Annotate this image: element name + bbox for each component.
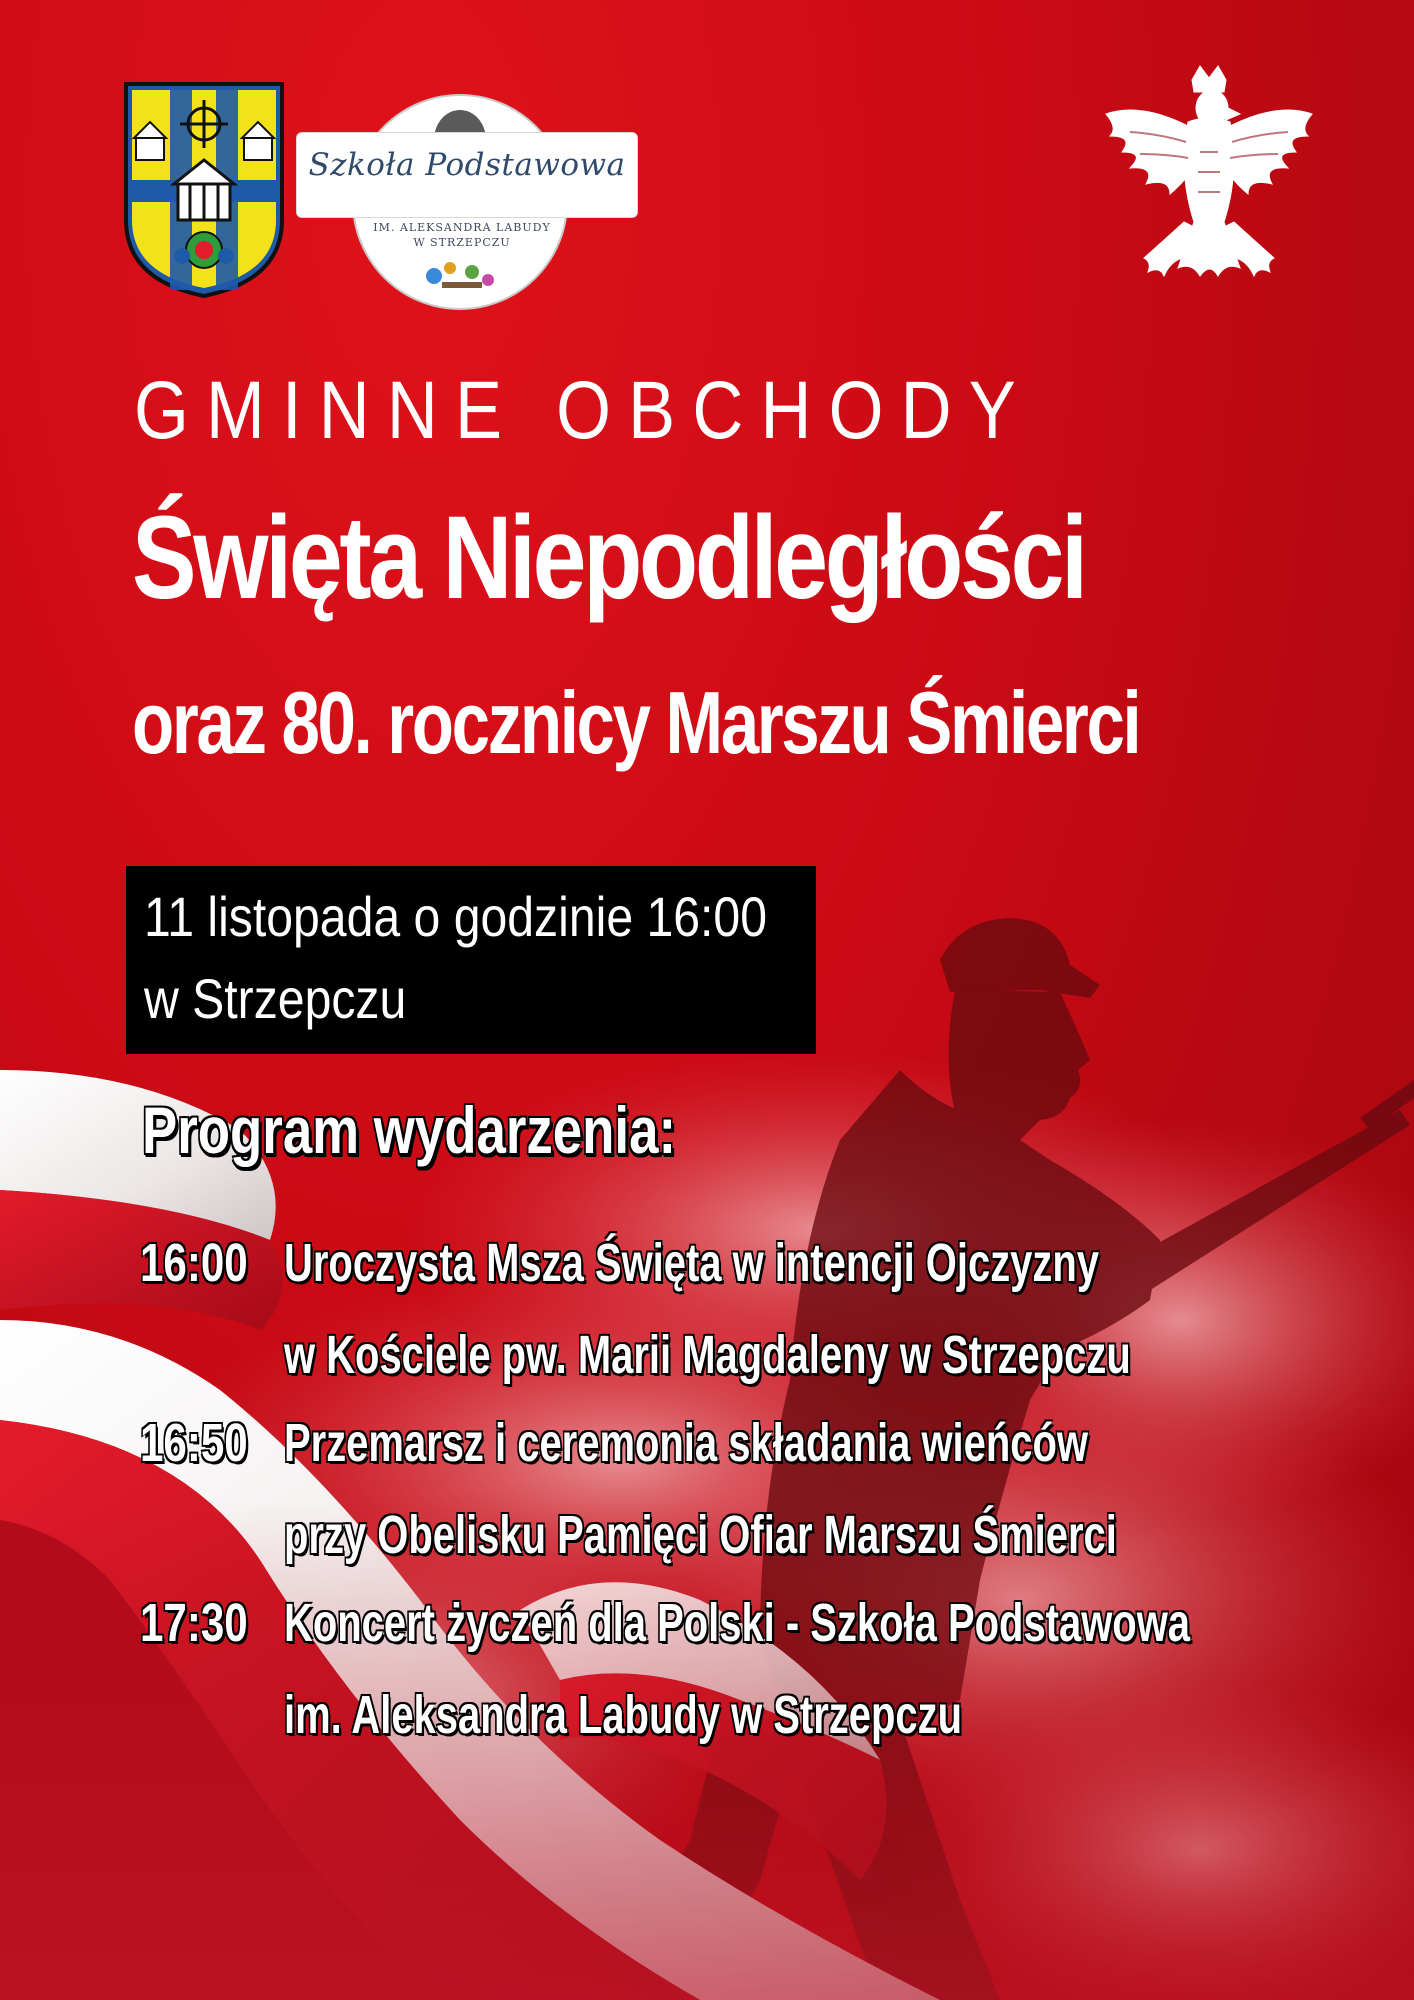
program-item-line2: przy Obelisku Pamięci Ofiar Marszu Śmierci: [284, 1505, 1117, 1565]
program-item-time: 16:00: [140, 1233, 248, 1293]
event-location: w Strzepczu: [144, 967, 407, 1030]
program-item-line1: Przemarsz i ceremonia składania wieńców: [284, 1413, 1089, 1473]
program-item-line2: im. Aleksandra Labudy w Strzepczu: [284, 1685, 963, 1745]
program-item-time: 17:30: [140, 1593, 248, 1653]
event-title: Święta Niepodległości: [132, 492, 1085, 624]
school-logo-subtitle-line2: W STRZEPCZU: [413, 236, 511, 249]
program-item-line2: w Kościele pw. Marii Magdaleny w Strzepczu: [284, 1325, 1131, 1385]
event-kicker: GMINNE OBCHODY: [134, 365, 1034, 456]
school-logo-subtitle-line1: IM. ALEKSANDRA LABUDY: [373, 221, 551, 234]
school-logo-banner: [296, 132, 638, 218]
program-heading: Program wydarzenia:: [142, 1093, 677, 1167]
program-item-line1: Koncert życzeń dla Polski - Szkoła Podstawowa: [284, 1593, 1191, 1653]
school-logo-subtitle: [372, 220, 552, 250]
school-logo: [296, 64, 640, 304]
event-date: 11 listopada o godzinie 16:00: [144, 885, 768, 948]
program-item-line1: Uroczysta Msza Święta w intencji Ojczyzny: [284, 1233, 1100, 1293]
event-date-box: [126, 866, 816, 1054]
event-subtitle: oraz 80. rocznicy Marszu Śmierci: [132, 673, 1140, 772]
polish-eagle-emblem: [1100, 62, 1318, 308]
program-item-time: 16:50: [140, 1413, 248, 1473]
municipality-crest-logo: [122, 80, 286, 300]
school-logo-name: Szkoła Podstawowa: [308, 147, 626, 183]
